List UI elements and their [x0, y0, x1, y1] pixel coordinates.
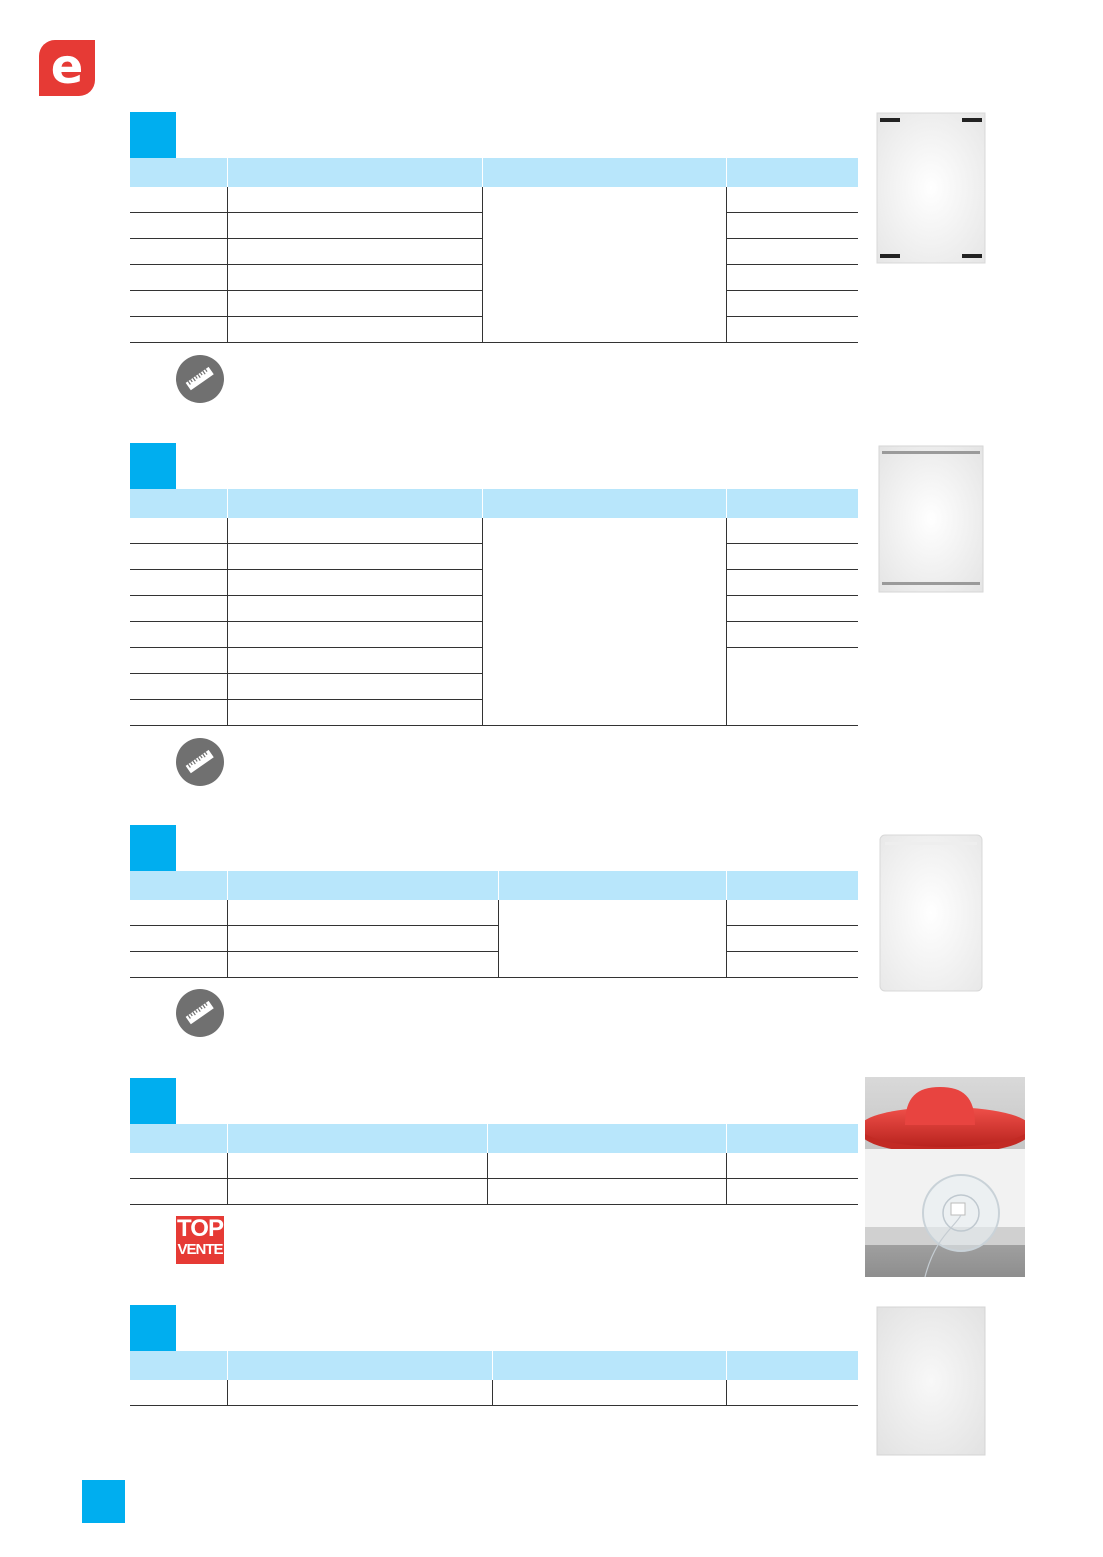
product-image-clear-pocket [879, 834, 983, 992]
table-header-row [130, 1351, 858, 1380]
product-image-strip-pocket [878, 445, 984, 593]
product-image-plain-pocket [876, 1306, 986, 1456]
table-header-row [130, 871, 858, 900]
top-vente-line2: VENTE [177, 1241, 223, 1258]
section-marker [130, 1078, 176, 1124]
brand-logo-letter: e [50, 39, 84, 95]
table-header-row [130, 489, 858, 518]
table-row [130, 1179, 858, 1205]
table-header-row [130, 158, 858, 187]
spec-table [130, 1124, 858, 1205]
spec-table [130, 489, 858, 726]
ruler-icon [176, 355, 224, 403]
ruler-icon [176, 738, 224, 786]
top-vente-line1: TOP [177, 1215, 223, 1242]
table-row [130, 1380, 858, 1406]
spec-table [130, 871, 858, 978]
table-row [130, 952, 858, 978]
table-header-row [130, 1124, 858, 1153]
section-marker [130, 443, 176, 489]
product-image-suction-cup [865, 1077, 1025, 1277]
top-vente-badge [176, 1216, 224, 1264]
ruler-icon [176, 989, 224, 1037]
table-row [130, 900, 858, 926]
section-marker [130, 112, 176, 158]
table-row [130, 187, 858, 213]
page-marker [82, 1480, 125, 1523]
product-image-magnetic-pocket [876, 112, 986, 264]
spec-table [130, 1351, 858, 1406]
table-row [130, 926, 858, 952]
table-row [130, 1153, 858, 1179]
spec-table [130, 158, 858, 343]
section-marker [130, 825, 176, 871]
table-row [130, 518, 858, 544]
brand-logo [39, 40, 95, 96]
section-marker [130, 1305, 176, 1351]
